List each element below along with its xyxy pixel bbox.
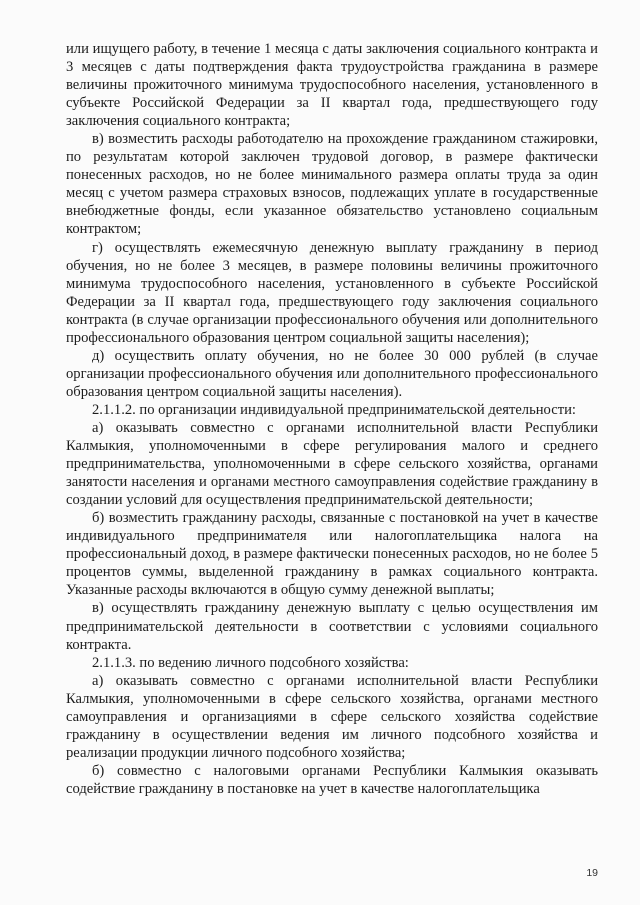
paragraph-9: 2.1.1.3. по ведению личного подсобного хозяйства: — [92, 654, 409, 671]
paragraph-1: или ищущего работу, в течение 1 месяца с даты заключения социального контракта и 3 месяцев с даты подтверждения факта трудоустройства гражданина в размере величины прожиточного минимума трудоспособного населения, установленного в субъекте Российской Федерации за II квартал года, предшествующего году заключения социального контракта; — [66, 41, 598, 130]
paragraph-8: в) осуществлять гражданину денежную выплату с целью осуществления им предпринимательской деятельности в соответствии с условиями социального контракта. — [66, 600, 598, 653]
paragraph-10: а) оказывать совместно с органами исполнительной власти Республики Калмыкия, уполномоченными в сфере сельского хозяйства, органами местного самоуправления и организациями в сфере сельского хозяйства содействие гражданину в осуществлении ведения им личного подсобного хозяйства и реализации продукции личного подсобного хозяйства; — [66, 672, 598, 761]
paragraph-7: б) возместить гражданину расходы, связанные с постановкой на учет в качестве индивидуального предпринимателя или налогоплательщика налога на профессиональный доход, в размере фактически понесенных расходов, но не более 5 процентов суммы, выделенной гражданину в рамках социального контракта. Указанные расходы включаются в общую сумму денежной выплаты; — [66, 510, 598, 599]
paragraph-6: а) оказывать совместно с органами исполнительной власти Республики Калмыкия, уполномоченными в сфере регулирования малого и среднего предпринимательства, уполномоченными в сфере сельского хозяйства, органами занятости населения и органами местного самоуправления содействие гражданину в создании условий для осуществления предпринимательской деятельности; — [66, 419, 598, 509]
paragraph-4: д) осуществить оплату обучения, но не более 30 000 рублей (в случае организации профессионального обучения или дополнительного профессионального образования центром социальной защиты населения). — [66, 347, 598, 400]
paragraph-2: в) возместить расходы работодателю на прохождение гражданином стажировки, по результатам которой заключен трудовой договор, в размере фактически понесенных расходов, но не более минимального размера оплаты труда за один месяц с учетом размера страховых взносов, подлежащих уплате в государственные внебюджетные фонды, если указанное обязательство установлено социальным контрактом; — [66, 131, 598, 238]
paragraph-3: г) осуществлять ежемесячную денежную выплату гражданину в период обучения, но не более 3 месяцев, в размере половины величины прожиточного минимума трудоспособного населения, установленного в субъекте Российской Федерации за II квартал года, предшествующего году заключения социального контракта (в случае организации профессионального обучения или дополнительного профессионального образования центром социальной защиты населения); — [66, 239, 598, 346]
paragraph-11: б) совместно с налоговыми органами Республики Калмыкия оказывать содействие гражданину в постановке на учет в качестве налогоплательщика — [66, 762, 598, 797]
document-body — [66, 40, 598, 798]
paragraph-5: 2.1.1.2. по организации индивидуальной предпринимательской деятельности: — [92, 401, 576, 418]
page-number: 19 — [586, 867, 598, 879]
